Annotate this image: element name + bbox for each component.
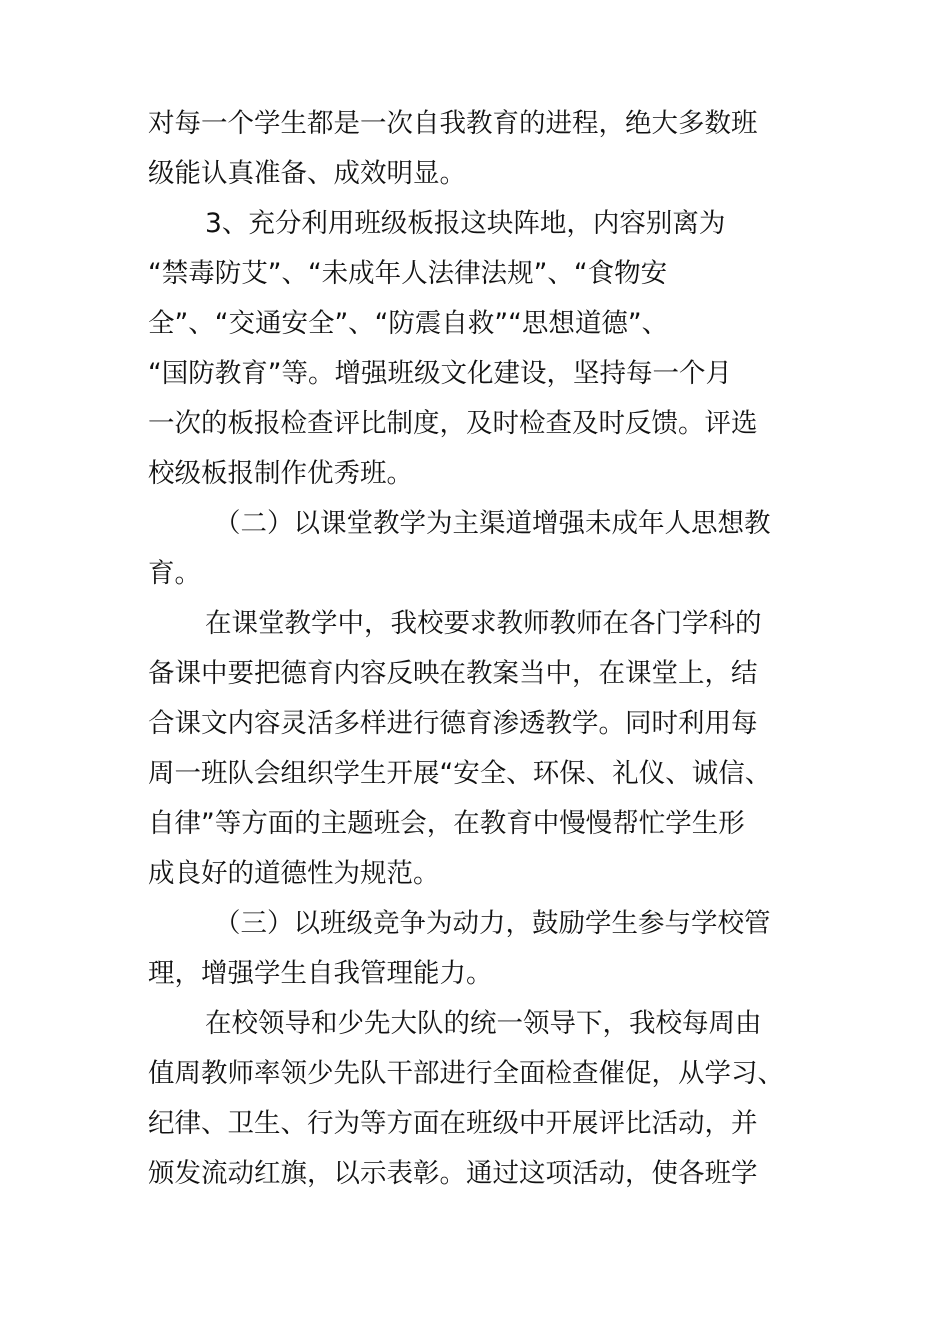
- item-3-line-2: “禁毒防艾”、“未成年人法律法规”、“食物安: [148, 258, 668, 289]
- document-body: [148, 99, 838, 1199]
- section-2-paragraph-line-3: 合课文内容灵活多样进行德育渗透教学。同时利用每: [148, 708, 758, 739]
- paragraph-continuation-line-1: 对每一个学生都是一次自我教育的进程，绝大多数班: [148, 108, 758, 139]
- item-3-line-5: 一次的板报检查评比制度，及时检查及时反馈。评选: [148, 408, 758, 439]
- paragraph-continuation-line-2: 级能认真准备、成效明显。: [148, 158, 466, 189]
- section-3-heading-line-1: （三）以班级竞争为动力，鼓励学生参与学校管: [214, 908, 771, 939]
- section-2-paragraph-line-4: 周一班队会组织学生开展“安全、环保、礼仪、诚信、: [148, 758, 772, 789]
- item-3-line-6: 校级板报制作优秀班。: [148, 458, 413, 489]
- item-3-line-3: 全”、“交通安全”、“防震自救”“思想道德”、: [148, 308, 669, 339]
- section-3-paragraph-line-1: 在校领导和少先大队的统一领导下，我校每周由: [205, 1008, 762, 1039]
- section-3-paragraph-line-3: 纪律、卫生、行为等方面在班级中开展评比活动，并: [148, 1108, 758, 1139]
- item-3-line-1: 3、充分利用班级板报这块阵地，内容别离为: [205, 208, 726, 239]
- section-3-paragraph-line-2: 值周教师率领少先队干部进行全面检查催促，从学习、: [148, 1058, 784, 1089]
- item-3-line-4: “国防教育”等。增强班级文化建设，坚持每一个月: [148, 358, 732, 389]
- section-2-paragraph-line-6: 成良好的道德性为规范。: [148, 858, 440, 889]
- section-2-paragraph-line-2: 备课中要把德育内容反映在教案当中，在课堂上，结: [148, 658, 758, 689]
- section-2-heading-line-2: 育。: [148, 558, 201, 589]
- section-2-paragraph-line-1: 在课堂教学中，我校要求教师教师在各门学科的: [205, 608, 762, 639]
- section-2-heading-line-1: （二）以课堂教学为主渠道增强未成年人思想教: [214, 508, 771, 539]
- section-3-heading-line-2: 理，增强学生自我管理能力。: [148, 958, 493, 989]
- section-2-paragraph-line-5: 自律”等方面的主题班会，在教育中慢慢帮忙学生形: [148, 808, 745, 839]
- section-3-paragraph-line-4: 颁发流动红旗，以示表彰。通过这项活动，使各班学: [148, 1158, 758, 1189]
